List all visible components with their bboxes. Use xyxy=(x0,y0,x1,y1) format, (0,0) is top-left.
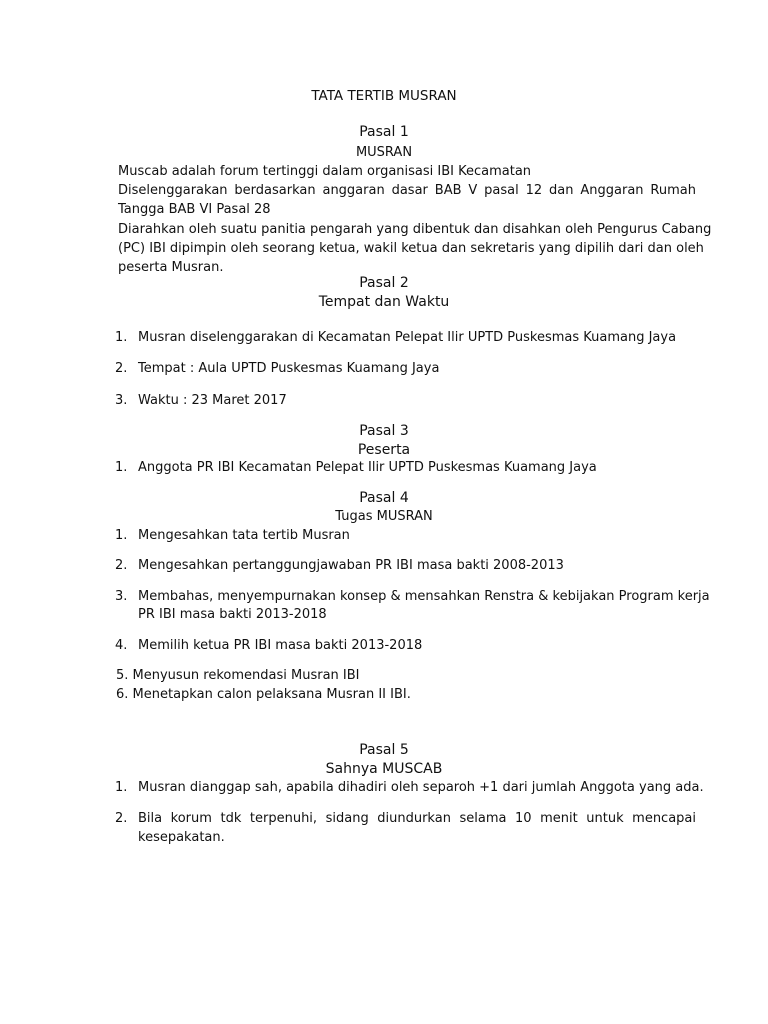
pasal5-heading: Pasal 5 xyxy=(359,742,409,758)
list-item: Musran dianggap sah, apabila dihadiri oleh separoh +1 dari jumlah Anggota yang ada. xyxy=(138,780,704,795)
list-item-continuation: kesepakatan. xyxy=(138,830,225,845)
pasal1-line: Diarahkan oleh suatu panitia pengarah yang dibentuk dan disahkan oleh Pengurus Cabang xyxy=(118,222,712,237)
list-item: 5. Menyusun rekomendasi Musran IBI xyxy=(116,668,360,683)
pasal5-subheading: Sahnya MUSCAB xyxy=(325,761,443,777)
pasal3-heading: Pasal 3 xyxy=(359,423,409,439)
list-item: 6. Menetapkan calon pelaksana Musran II IBI. xyxy=(116,687,411,702)
list-number: 1. xyxy=(115,460,128,475)
pasal3-subheading: Peserta xyxy=(357,442,411,458)
list-item: Musran diselenggarakan di Kecamatan Pelepat Ilir UPTD Puskesmas Kuamang Jaya xyxy=(138,330,677,345)
pasal1-line: peserta Musran. xyxy=(118,260,224,275)
list-number: 2. xyxy=(115,558,128,573)
list-number: 4. xyxy=(115,638,128,653)
list-item-continuation: PR IBI masa bakti 2013-2018 xyxy=(138,607,327,622)
list-number: 1. xyxy=(115,780,128,795)
pasal1-line: Tangga BAB VI Pasal 28 xyxy=(118,202,271,217)
pasal2-subheading: Tempat dan Waktu xyxy=(318,294,450,310)
list-item: Memilih ketua PR IBI masa bakti 2013-2018 xyxy=(138,638,423,653)
list-number: 1. xyxy=(115,528,128,543)
list-number: 3. xyxy=(115,589,128,604)
pasal4-subheading: Tugas MUSRAN xyxy=(335,509,433,524)
document-title: TATA TERTIB MUSRAN xyxy=(311,88,457,104)
list-number: 2. xyxy=(115,361,128,376)
pasal1-heading: Pasal 1 xyxy=(359,124,409,140)
list-number: 1. xyxy=(115,330,128,345)
pasal1-subheading: MUSRAN xyxy=(355,145,413,160)
list-item: Anggota PR IBI Kecamatan Pelepat Ilir UPTD Puskesmas Kuamang Jaya xyxy=(138,460,597,475)
list-item: Mengesahkan tata tertib Musran xyxy=(138,528,350,543)
list-item: Waktu : 23 Maret 2017 xyxy=(138,393,287,408)
pasal1-line: Muscab adalah forum tertinggi dalam organisasi IBI Kecamatan xyxy=(118,164,532,179)
pasal2-heading: Pasal 2 xyxy=(359,275,409,291)
pasal1-line: Diselenggarakan berdasarkan anggaran dasar BAB V pasal 12 dan Anggaran Rumah xyxy=(118,183,696,198)
list-number: 3. xyxy=(115,393,128,408)
list-number: 2. xyxy=(115,811,128,826)
list-item: Bila korum tdk terpenuhi, sidang diundurkan selama 10 menit untuk mencapai xyxy=(138,811,696,826)
list-item: Membahas, menyempurnakan konsep & mensahkan Renstra & kebijakan Program kerja xyxy=(138,589,710,604)
list-item: Mengesahkan pertanggungjawaban PR IBI masa bakti 2008-2013 xyxy=(138,558,564,573)
list-item: Tempat : Aula UPTD Puskesmas Kuamang Jaya xyxy=(138,361,440,376)
pasal1-line: (PC) IBI dipimpin oleh seorang ketua, wakil ketua dan sekretaris yang dipilih dari dan oleh xyxy=(118,241,704,256)
pasal4-heading: Pasal 4 xyxy=(359,490,409,506)
